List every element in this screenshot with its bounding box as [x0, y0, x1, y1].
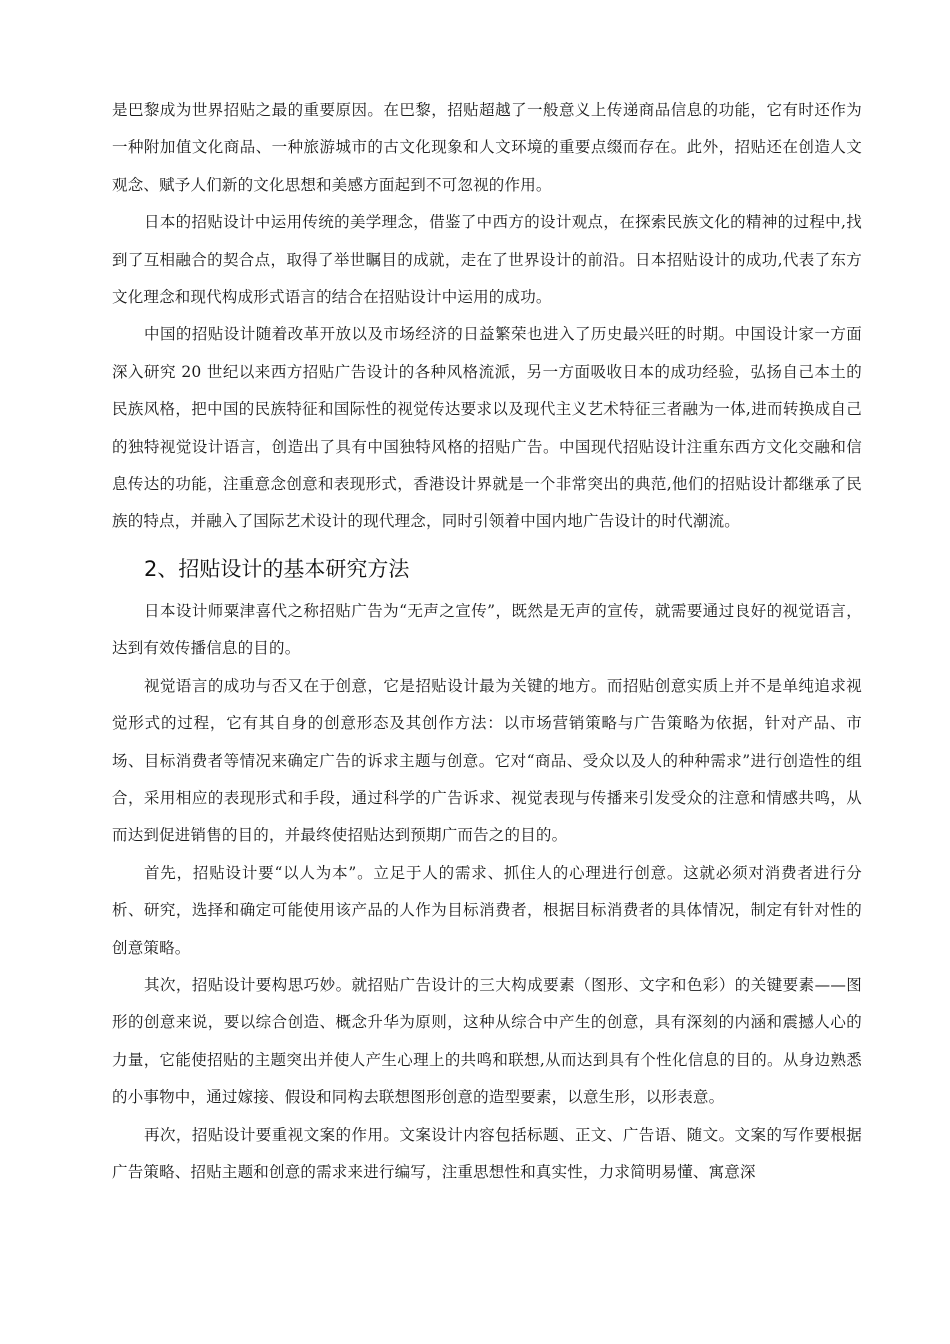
- paragraph-paris-continuation: 是巴黎成为世界招贴之最的重要原因。在巴黎，招贴超越了一般意义上传递商品信息的功能，它有时还作为一种附加值文化商品、一种旅游城市的古文化现象和人文环境的重要点缀而存在。此外，招贴还在创造人文观念、赋予人们新的文化思想和美感方面起到不可忽视的作用。: [112, 101, 862, 194]
- paragraph-visual-language-creativity: 视觉语言的成功与否又在于创意，它是招贴设计最为关键的地方。而招贴创意实质上并不是单纯追求视觉形式的过程，它有其自身的创意形态及其创作方法：以市场营销策略与广告策略为依据，针对产品、市场、目标消费者等情况来确定广告的诉求主题与创意。它对“商品、受众以及人的种种需求”进行创造性的组合，采用相应的表现形式和手段，通过科学的广告诉求、视觉表现与传播来引发受众的注意和情感共鸣，从而达到促进销售的目的，并最终使招贴达到预期广而告之的目的。: [112, 676, 862, 845]
- paragraph-clever-concept: 其次，招贴设计要构思巧妙。就招贴广告设计的三大构成要素（图形、文字和色彩）的关键要素——图形的创意来说，要以综合创造、概念升华为原则，这种从综合中产生的创意，具有深刻的内涵和震撼人心的力量，它能使招贴的主题突出并使人产生心理上的共鸣和联想,从而达到具有个性化信息的目的。从身边熟悉的小事物中，通过嫁接、假设和同构去联想图形创意的造型要素，以意生形，以形表意。: [112, 975, 862, 1107]
- paragraph-silent-propaganda: 日本设计师粟津喜代之称招贴广告为“无声之宣传”，既然是无声的宣传，就需要通过良好的视觉语言，达到有效传播信息的目的。: [112, 601, 862, 658]
- paragraph-japan-poster-design: 日本的招贴设计中运用传统的美学理念，借鉴了中西方的设计观点，在探索民族文化的精神的过程中,找到了互相融合的契合点，取得了举世瞩目的成就，走在了世界设计的前沿。日本招贴设计的成功,代表了东方文化理念和现代构成形式语言的结合在招贴设计中运用的成功。: [112, 213, 862, 307]
- document-body: [112, 92, 862, 1191]
- section-heading: 2、招贴设计的基本研究方法: [144, 556, 410, 581]
- paragraph-copywriting: 再次，招贴设计要重视文案的作用。文案设计内容包括标题、正文、广告语、随文。文案的写作要根据广告策略、招贴主题和创意的需求来进行编写，注重思想性和真实性，力求简明易懂、寓意深: [112, 1125, 862, 1181]
- paragraph-people-oriented: 首先，招贴设计要“以人为本”。立足于人的需求、抓住人的心理进行创意。这就必须对消费者进行分析、研究，选择和确定可能使用该产品的人作为目标消费者，根据目标消费者的具体情况，制定有针对性的创意策略。: [112, 863, 862, 957]
- paragraph-china-poster-design: 中国的招贴设计随着改革开放以及市场经济的日益繁荣也进入了历史最兴旺的时期。中国设计家一方面深入研究 20 世纪以来西方招贴广告设计的各种风格流派，另一方面吸收日本的成功经验，弘扬自己本土的民族风格，把中国的民族特征和国际性的视觉传达要求以及现代主义艺术特征三者融为一体,进而转换成自己的独特视觉设计语言，创造出了具有中国独特风格的招贴广告。中国现代招贴设计注重东西方文化交融和信息传达的功能，注重意念创意和表现形式，香港设计界就是一个非常突出的典范,他们的招贴设计都继承了民族的特点，并融入了国际艺术设计的现代理念，同时引领着中国内地广告设计的时代潮流。: [112, 325, 862, 531]
